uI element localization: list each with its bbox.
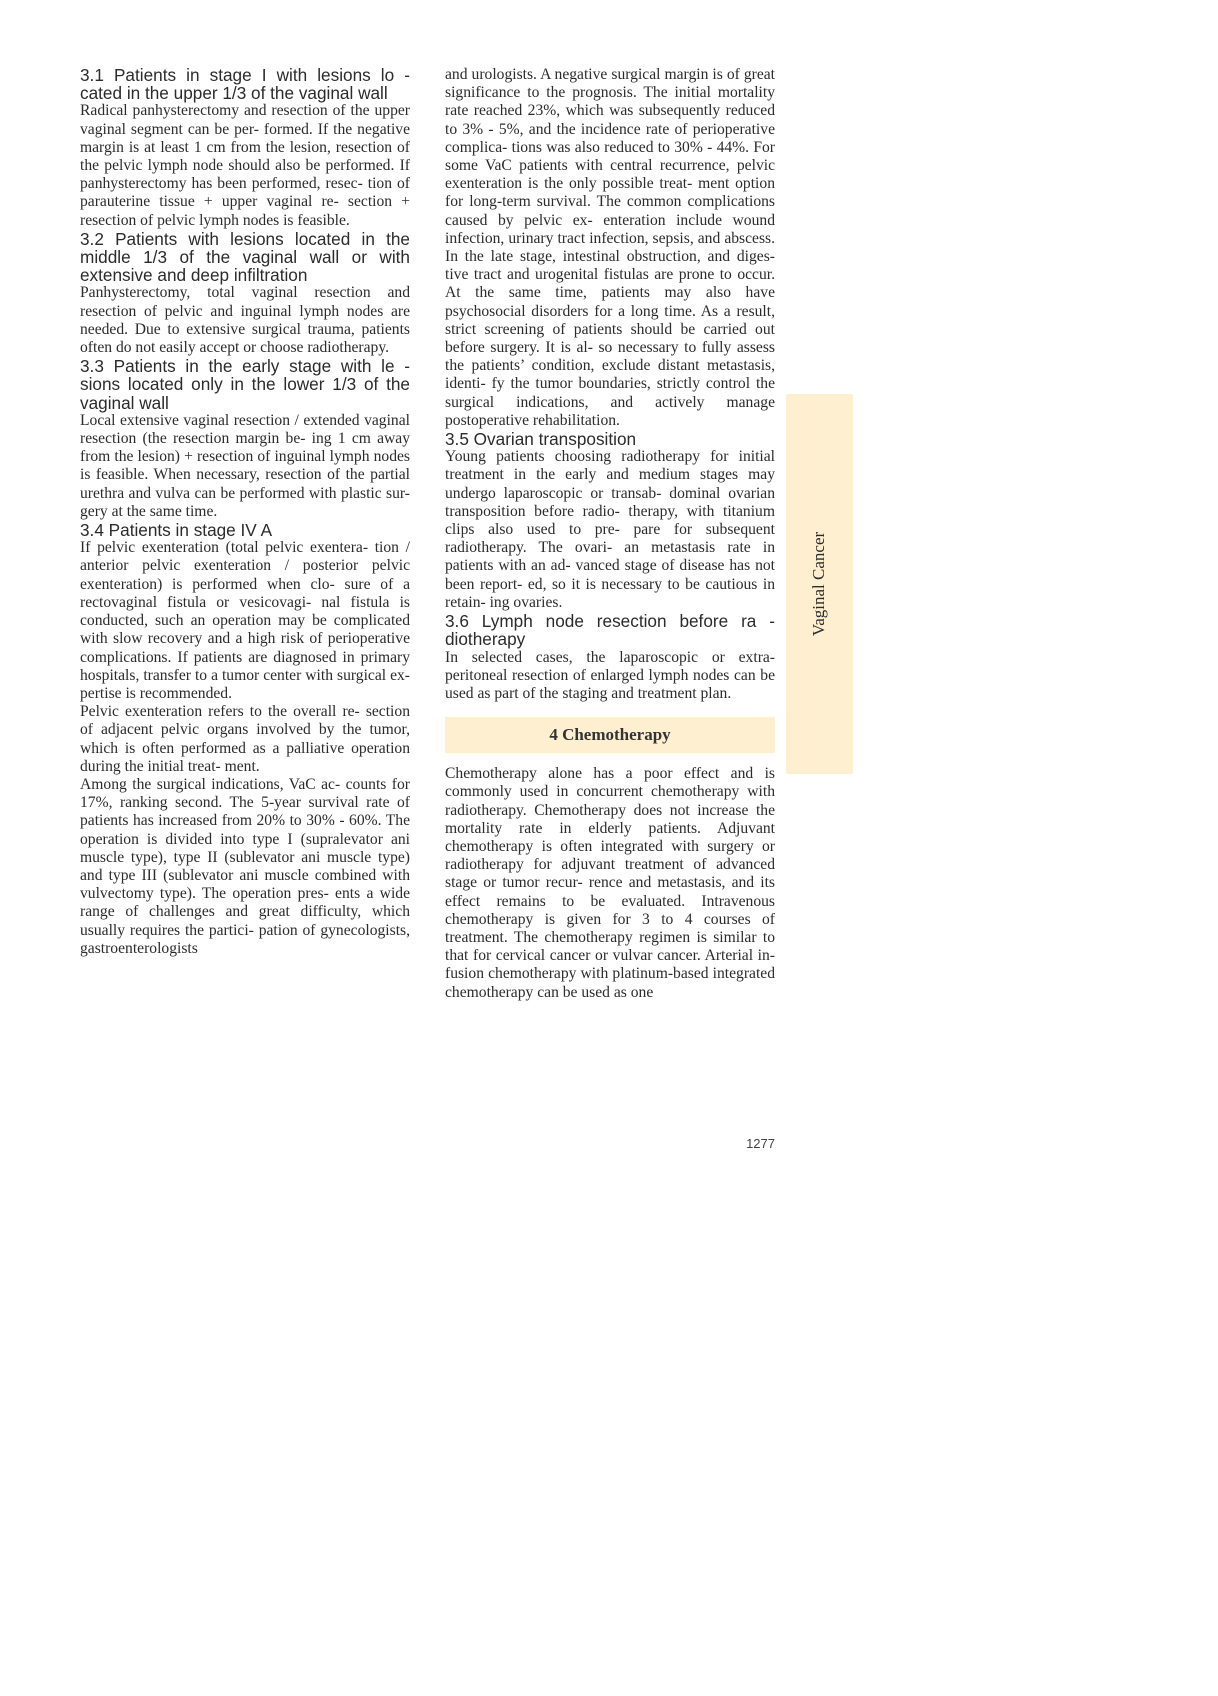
section-3-3-body: Local extensive vaginal resection / extended vaginal resection (the resection margin be- ing 1 cm away from the lesion) + resection of inguinal lymph nodes is feasible. When necessary, resection of the partial urethra and vulva can be performed with plastic sur- gery at the same time. bbox=[80, 411, 410, 520]
chapter-side-tab-label: Vaginal Cancer bbox=[809, 531, 829, 637]
section-3-1-heading: 3.1 Patients in stage I with lesions lo - cated in the upper 1/3 of the vaginal wall bbox=[80, 65, 410, 104]
chapter-side-tab bbox=[786, 394, 853, 774]
section-3-4-continued: and urologists. A negative surgical margin is of great significance to the prognosis. The initial mortality rate reached 23%, which was subsequently reduced to 3% - 5%, and the incidence rate of perioperative complica- tions was also reduced to 30% - 44%. For some VaC patients with central recurrence, pelvic exenteration is the only possible treat- ment option for long-term survival. The common complications caused by pelvic ex- enteration include wound infection, urinary tract infection, sepsis, and abscess. In the late stage, intestinal obstruction, and diges- tive tract and urogenital fistulas are prone to occur. At the same time, patients may also have psychosocial disorders for a long time. As a result, strict screening of patients should be carried out before surgery. It is al- so necessary to fully assess the patients’ condition, exclude distant metastasis, identi- fy the tumor boundaries, strictly control the surgical indications, and actively manage postoperative rehabilitation. bbox=[445, 66, 775, 429]
section-3-2-heading: 3.2 Patients with lesions located in the middle 1/3 of the vaginal wall or with extensive and deep infiltration bbox=[80, 228, 410, 286]
section-3-3-heading: 3.3 Patients in the early stage with le - sions located only in the lower 1/3 of the vaginal wall bbox=[80, 356, 410, 413]
left-column bbox=[80, 66, 410, 958]
page-number: 1277 bbox=[746, 1136, 775, 1151]
chemotherapy-heading-band bbox=[445, 717, 775, 753]
section-3-2-body: Panhysterectomy, total vaginal resection and resection of pelvic and inguinal lymph nodes are needed. Due to extensive surgical trauma, patients often do not easily accept or choose radiotherapy. bbox=[80, 284, 410, 357]
section-4-body: Chemotherapy alone has a poor effect and is commonly used in concurrent chemotherapy with radiotherapy. Chemotherapy does not increase the mortality rate in elderly patients. Adjuvant chemotherapy is often integrated with surgery or radiotherapy for adjuvant treatment of advanced stage or tumor recur- rence and metastasis, and its effect remains to be evaluated. Intravenous chemotherapy is given for 3 to 4 courses of treatment. The chemotherapy regimen is similar to that for cervical cancer or vulvar cancer. Arterial in- fusion chemotherapy with platinum-based integrated chemotherapy can be used as one bbox=[445, 765, 775, 1001]
section-3-5-body: Young patients choosing radiotherapy for initial treatment in the early and medium stages may undergo laparoscopic or transab- dominal ovarian transposition before radio- therapy, with titanium clips also used to pre- pare for subsequent radiotherapy. The ovari- an metastasis rate in patients with an ad- vanced stage of disease has not been report- ed, so it is necessary to be cautious in retain- ing ovaries. bbox=[445, 448, 775, 611]
section-3-4-body-1: If pelvic exenteration (total pelvic exentera- tion / anterior pelvic exenteration / posterior pelvic exenteration) is performed when clo- sure of a rectovaginal fistula or vesicovagi- nal fistula is conducted, such an operation may be complicated with slow recovery and a high risk of perioperative complications. If patients are diagnosed in primary hospitals, transfer to a tumor center with surgical ex- pertise is recommended. bbox=[80, 539, 410, 702]
section-3-6-heading: 3.6 Lymph node resection before ra - diotherapy bbox=[445, 611, 775, 650]
section-3-5-heading: 3.5 Ovarian transposition bbox=[445, 429, 637, 450]
right-column bbox=[445, 66, 775, 1002]
section-3-1-body: Radical panhysterectomy and resection of the upper vaginal segment can be per- formed. If the negative margin is at least 1 cm from the lesion, resection of the pelvic lymph node should also be performed. If panhysterectomy has been performed, resec- tion of parauterine tissue + upper vaginal re- section + resection of pelvic lymph nodes is feasible. bbox=[80, 102, 410, 229]
section-3-4-heading: 3.4 Patients in stage IV A bbox=[80, 520, 273, 541]
section-3-4-body-2: Pelvic exenteration refers to the overall re- section of adjacent pelvic organs involved by the tumor, which is often performed as a palliative operation during the initial treat- ment. bbox=[80, 703, 410, 775]
section-3-6-body: In selected cases, the laparoscopic or extra- peritoneal resection of enlarged lymph nodes can be used as part of the staging and treatment plan. bbox=[445, 648, 775, 702]
section-4-heading: 4 Chemotherapy bbox=[549, 725, 671, 745]
section-3-4-body-3: Among the surgical indications, VaC ac- counts for 17%, ranking second. The 5-year survival rate of patients has increased from 20% to 30% - 60%. The operation is divided into type I (supralevator ani muscle type), type II (sublevator ani muscle type) and type III (sublevator ani muscle combined with vulvectomy type). The operation pres- ents a wide range of challenges and great difficulty, which usually requires the partici- pation of gynecologists, gastroenterologists bbox=[80, 775, 410, 957]
